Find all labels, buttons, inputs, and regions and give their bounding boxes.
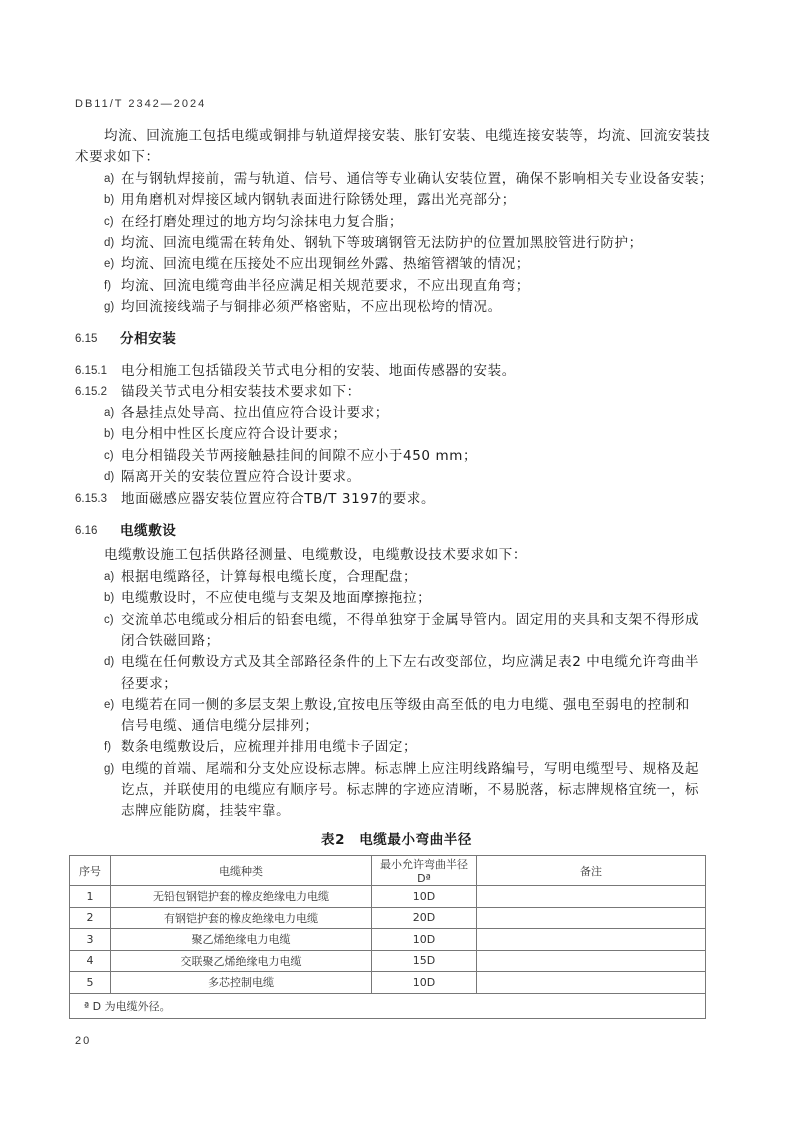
list-item-text: 均流、回流电缆需在转角处、钢轨下等玻璃钢管无法防护的位置加黑胶管进行防护； bbox=[121, 234, 643, 251]
document-id-header: DB11/T 2342—2024 bbox=[75, 98, 207, 110]
table-cell bbox=[477, 972, 706, 994]
page-number: 20 bbox=[75, 1035, 92, 1047]
table-cell: 10D bbox=[372, 929, 477, 951]
table-cell: 聚乙烯绝缘电力电缆 bbox=[111, 929, 372, 951]
list-item-text: 用角磨机对焊接区域内钢轨表面进行除锈处理，露出光亮部分； bbox=[121, 192, 516, 209]
list-item-text: 电分相中性区长度应符合设计要求； bbox=[121, 426, 347, 443]
clause-text: 电分相施工包括锚段关节式电分相的安装、地面传感器的安装。 bbox=[121, 363, 516, 379]
list-item-text: 电缆敷设时，不应使电缆与支架及地面摩擦拖拉； bbox=[121, 590, 432, 607]
table-cell: 2 bbox=[70, 907, 111, 929]
list-item-text: 各悬挂点处导高、拉出值应符合设计要求； bbox=[121, 405, 389, 421]
table-cell: 5 bbox=[70, 972, 111, 994]
table-cell bbox=[477, 950, 706, 972]
list-item-text: 径要求； bbox=[121, 675, 178, 692]
list-item-label: b) bbox=[104, 428, 115, 441]
list-item-text: 电缆若在同一侧的多层支架上敷设,宜按电压等级由高至低的电力电缆、强电至弱电的控制和 bbox=[121, 696, 690, 713]
table-row bbox=[70, 972, 706, 994]
list-item-label: d) bbox=[104, 236, 115, 249]
list-item-label: c) bbox=[104, 449, 114, 462]
section-title: 分相安装 bbox=[120, 331, 177, 347]
table-row bbox=[70, 886, 706, 908]
list-item-label: e) bbox=[104, 698, 115, 711]
list-item-text: 志牌应能防腐，挂装牢靠。 bbox=[121, 803, 291, 820]
list-item-text: 均流、回流电缆弯曲半径应满足相关规范要求，不应出现直角弯； bbox=[121, 277, 530, 294]
table-cell: 4 bbox=[70, 950, 111, 972]
list-item-text: 电缆的首端、尾端和分支处应设标志牌。标志牌上应注明线路编号，写明电缆型号、规格及起 bbox=[121, 760, 700, 777]
list-item-label: a) bbox=[104, 571, 115, 583]
table-header-row bbox=[70, 856, 706, 886]
list-item-label: f) bbox=[104, 741, 112, 754]
clause-text: 锚段关节式电分相安装技术要求如下： bbox=[121, 384, 361, 400]
list-item-text: 讫点，并联使用的电缆应有顺序号。标志牌的字迹应清晰，不易脱落，标志牌规格宜统一，标 bbox=[121, 782, 700, 798]
table-cell bbox=[477, 929, 706, 951]
list-item-label: b) bbox=[104, 194, 115, 207]
table-cell: 15D bbox=[372, 950, 477, 972]
table-cell: 10D bbox=[372, 972, 477, 994]
clause-number: 6.15.3 bbox=[75, 493, 107, 505]
list-item-text: 电分相锚段关节两接触悬挂间的间隙不应小于450 mm； bbox=[121, 447, 478, 464]
list-item-text: 在经打磨处理过的地方均匀涂抹电力复合脂； bbox=[121, 213, 403, 230]
list-item-label: a) bbox=[104, 173, 115, 185]
table-cell: 最小允许弯曲半径 Dª bbox=[372, 856, 477, 886]
list-item-label: e) bbox=[104, 258, 115, 271]
list-item-text: 信号电缆、通信电缆分层排列； bbox=[121, 718, 319, 735]
list-item-label: g) bbox=[104, 300, 115, 313]
table-cell: 多芯控制电缆 bbox=[111, 972, 372, 994]
list-item-label: g) bbox=[104, 762, 115, 775]
table-cell: 备注 bbox=[477, 856, 706, 886]
list-item-text: 根据电缆路径，计算每根电缆长度，合理配盘； bbox=[121, 569, 418, 585]
list-item-text: 均回流接线端子与铜排必须严格密贴，不应出现松垮的情况。 bbox=[121, 298, 502, 315]
table-title: 表2 电缆最小弯曲半径 bbox=[321, 832, 472, 848]
list-item-text: 数条电缆敷设后，应梳理并排用电缆卡子固定； bbox=[121, 739, 418, 756]
clause-number: 6.15.2 bbox=[75, 386, 107, 398]
list-item-text: 交流单芯电缆或分相后的铅套电缆，不得单独穿于金属导管内。固定用的夹具和支架不得形成 bbox=[121, 611, 700, 628]
list-item-label: c) bbox=[104, 215, 114, 228]
list-item-label: d) bbox=[104, 470, 115, 483]
table-cell: 1 bbox=[70, 886, 111, 908]
table-row bbox=[70, 929, 706, 951]
table-cell: 3 bbox=[70, 929, 111, 951]
table-row bbox=[70, 907, 706, 929]
table-footnote: ª D 为电缆外径。 bbox=[70, 993, 706, 1018]
intro-line: 术要求如下： bbox=[75, 149, 160, 165]
section-number: 6.16 bbox=[75, 525, 98, 537]
table-cell: 20D bbox=[372, 907, 477, 929]
section-title: 电缆敷设 bbox=[120, 523, 177, 539]
list-item-label: d) bbox=[104, 656, 115, 669]
bending-radius-table bbox=[69, 855, 706, 1019]
section-intro: 电缆敷设施工包括供路径测量、电缆敷设，电缆敷设技术要求如下： bbox=[104, 547, 527, 563]
table-cell bbox=[477, 907, 706, 929]
table-row bbox=[70, 950, 706, 972]
table-cell bbox=[477, 886, 706, 908]
table-cell: 电缆种类 bbox=[111, 856, 372, 886]
list-item-label: a) bbox=[104, 407, 115, 419]
table-footnote-row bbox=[70, 993, 706, 1018]
list-item-text: 闭合铁磁回路； bbox=[121, 632, 220, 649]
clause-number: 6.15.1 bbox=[75, 365, 107, 377]
intro-line: 均流、回流施工包括电缆或铜排与轨道焊接安装、胀钉安装、电缆连接安装等，均流、回流安装技 bbox=[104, 128, 711, 144]
clause-text: 地面磁感应器安装位置应符合TB/T 3197的要求。 bbox=[121, 491, 436, 507]
list-item-label: c) bbox=[104, 613, 114, 626]
table-cell: 无铅包钢铠护套的橡皮绝缘电力电缆 bbox=[111, 886, 372, 908]
list-item-text: 隔离开关的安装位置应符合设计要求。 bbox=[121, 468, 361, 485]
table-cell: 有钢铠护套的橡皮绝缘电力电缆 bbox=[111, 907, 372, 929]
list-item-text: 均流、回流电缆在压接处不应出现铜丝外露、热缩管褶皱的情况； bbox=[121, 256, 530, 273]
list-item-label: f) bbox=[104, 279, 112, 292]
list-item-label: b) bbox=[104, 592, 115, 605]
section-number: 6.15 bbox=[75, 333, 98, 345]
table-cell: 10D bbox=[372, 886, 477, 908]
table-cell: 交联聚乙烯绝缘电力电缆 bbox=[111, 950, 372, 972]
list-item-text: 在与钢轨焊接前，需与轨道、信号、通信等专业确认安装位置，确保不影响相关专业设备安装； bbox=[121, 171, 714, 187]
list-item-text: 电缆在任何敷设方式及其全部路径条件的上下左右改变部位，均应满足表2 中电缆允许弯曲半 bbox=[121, 654, 700, 671]
table-cell: 序号 bbox=[70, 856, 111, 886]
